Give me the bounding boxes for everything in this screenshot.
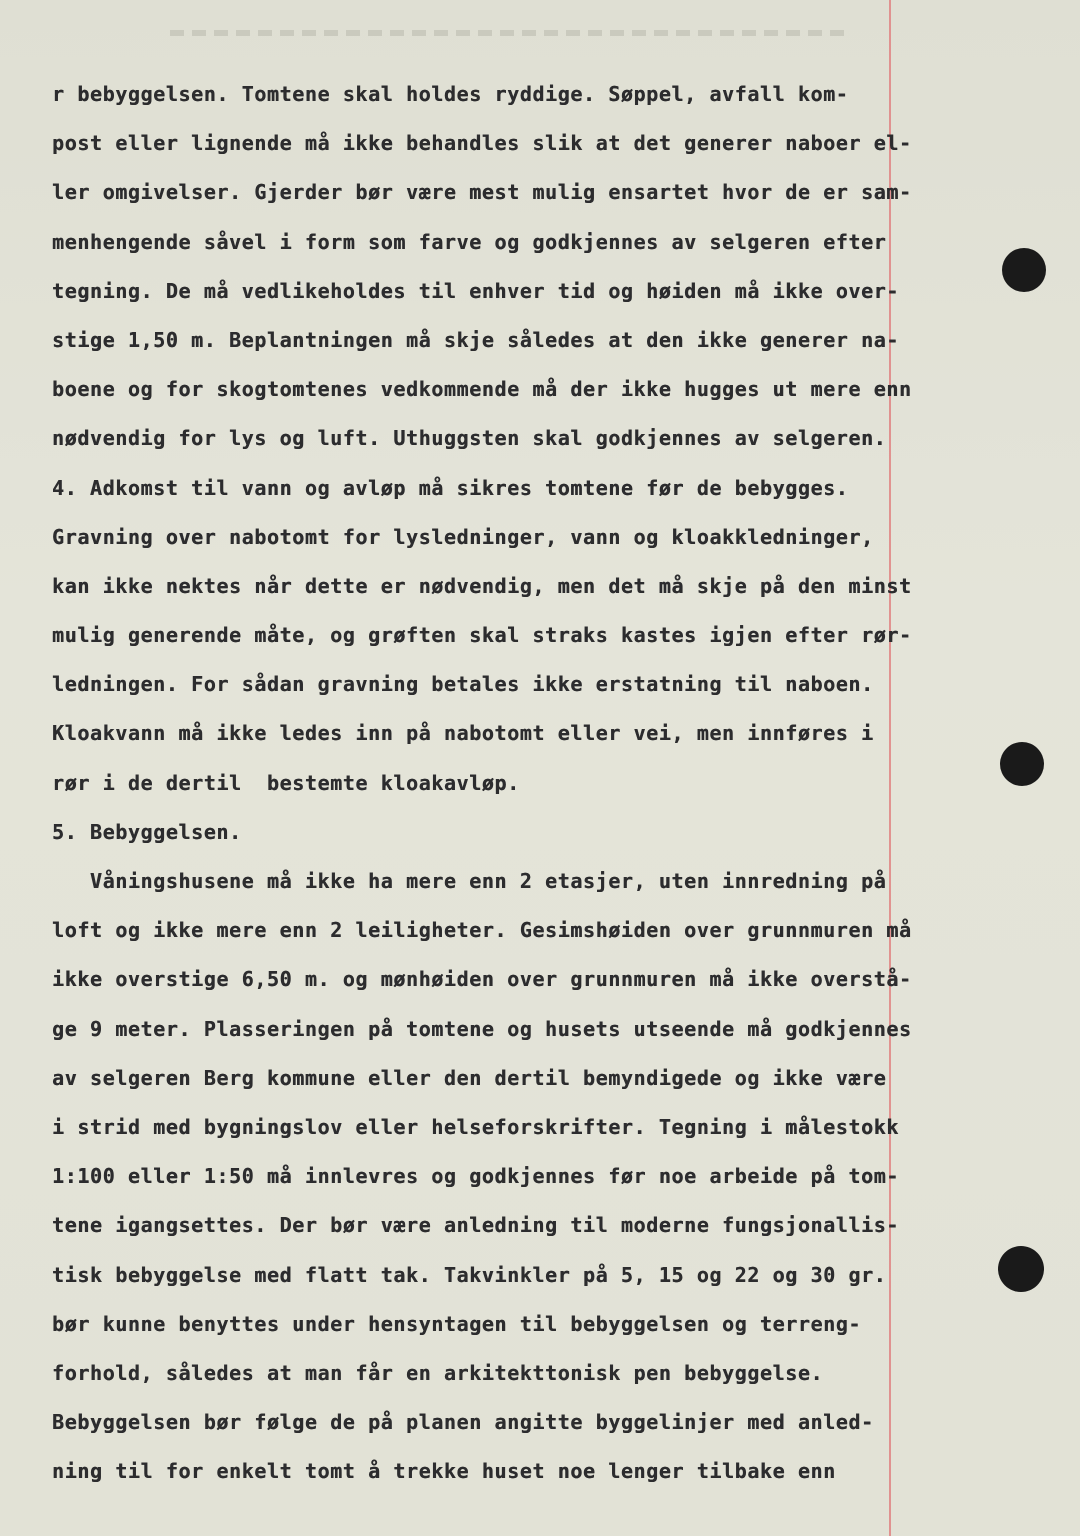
text-line: Våningshusene må ikke ha mere enn 2 etasjer, uten innredning på: [52, 869, 887, 893]
text-line: kan ikke nektes når dette er nødvendig, men det må skje på den minst: [52, 573, 912, 598]
text-line: ledningen. For sådan gravning betales ikke erstatning til naboen.: [52, 672, 874, 697]
text-line: 1:100 eller 1:50 må innlevres og godkjennes før noe arbeide på tom-: [52, 1164, 899, 1189]
text-line: ge 9 meter. Plasseringen på tomtene og husets utseende må godkjennes: [52, 1016, 912, 1041]
text-line: forhold, således at man får en arkitekttonisk pen bebyggelse.: [52, 1360, 824, 1385]
text-line: Gravning over nabotomt for lysledninger, vann og kloakkledninger,: [52, 524, 874, 549]
text-line: av selgeren Berg kommune eller den dertil bemyndigede og ikke være: [52, 1065, 887, 1090]
text-line: ler omgivelser. Gjerder bør være mest mulig ensartet hvor de er sam-: [52, 180, 912, 205]
text-line: ikke overstige 6,50 m. og mønhøiden over grunnmuren må ikke overstå-: [52, 967, 912, 992]
text-line: tene igangsettes. Der bør være anledning til moderne fungsjonallis-: [52, 1213, 899, 1238]
faded-header-text: [170, 30, 850, 36]
typed-text-body: [52, 70, 932, 1496]
text-line: menhengende såvel i form som farve og godkjennes av selgeren efter: [52, 229, 887, 254]
text-line: r bebyggelsen. Tomtene skal holdes ryddige. Søppel, avfall kom-: [52, 82, 849, 106]
text-line: ning til for enkelt tomt å trekke huset noe lenger tilbake enn: [52, 1459, 836, 1484]
text-line: tisk bebyggelse med flatt tak. Takvinkler på 5, 15 og 22 og 30 gr.: [52, 1262, 887, 1287]
punch-hole-middle: [1000, 742, 1044, 786]
text-line: Bebyggelsen bør følge de på planen angitte byggelinjer med anled-: [52, 1410, 874, 1435]
section-4-line: 4. Adkomst til vann og avløp må sikres tomtene før de bebygges.: [52, 475, 849, 500]
text-line: tegning. De må vedlikeholdes til enhver tid og høiden må ikke over-: [52, 278, 899, 303]
text-line: boene og for skogtomtenes vedkommende må der ikke hugges ut mere enn: [52, 377, 912, 402]
text-line: mulig generende måte, og grøften skal straks kastes igjen efter rør-: [52, 623, 912, 648]
punch-hole-bottom: [998, 1246, 1044, 1292]
text-line: loft og ikke mere enn 2 leiligheter. Gesimshøiden over grunnmuren må: [52, 918, 912, 943]
text-line: stige 1,50 m. Beplantningen må skje således at den ikke generer na-: [52, 327, 899, 352]
text-line: post eller lignende må ikke behandles slik at det generer naboer el-: [52, 131, 912, 156]
text-line: Kloakvann må ikke ledes inn på nabotomt eller vei, men innføres i: [52, 721, 874, 746]
section-5-heading: 5. Bebyggelsen.: [52, 819, 242, 844]
text-line: nødvendig for lys og luft. Uthuggsten skal godkjennes av selgeren.: [52, 426, 887, 451]
text-line: rør i de dertil bestemte kloakavløp.: [52, 770, 520, 795]
text-line: bør kunne benyttes under hensyntagen til bebyggelsen og terreng-: [52, 1311, 862, 1336]
text-line: i strid med bygningslov eller helseforskrifter. Tegning i målestokk: [52, 1114, 899, 1139]
punch-hole-top: [1002, 248, 1046, 292]
